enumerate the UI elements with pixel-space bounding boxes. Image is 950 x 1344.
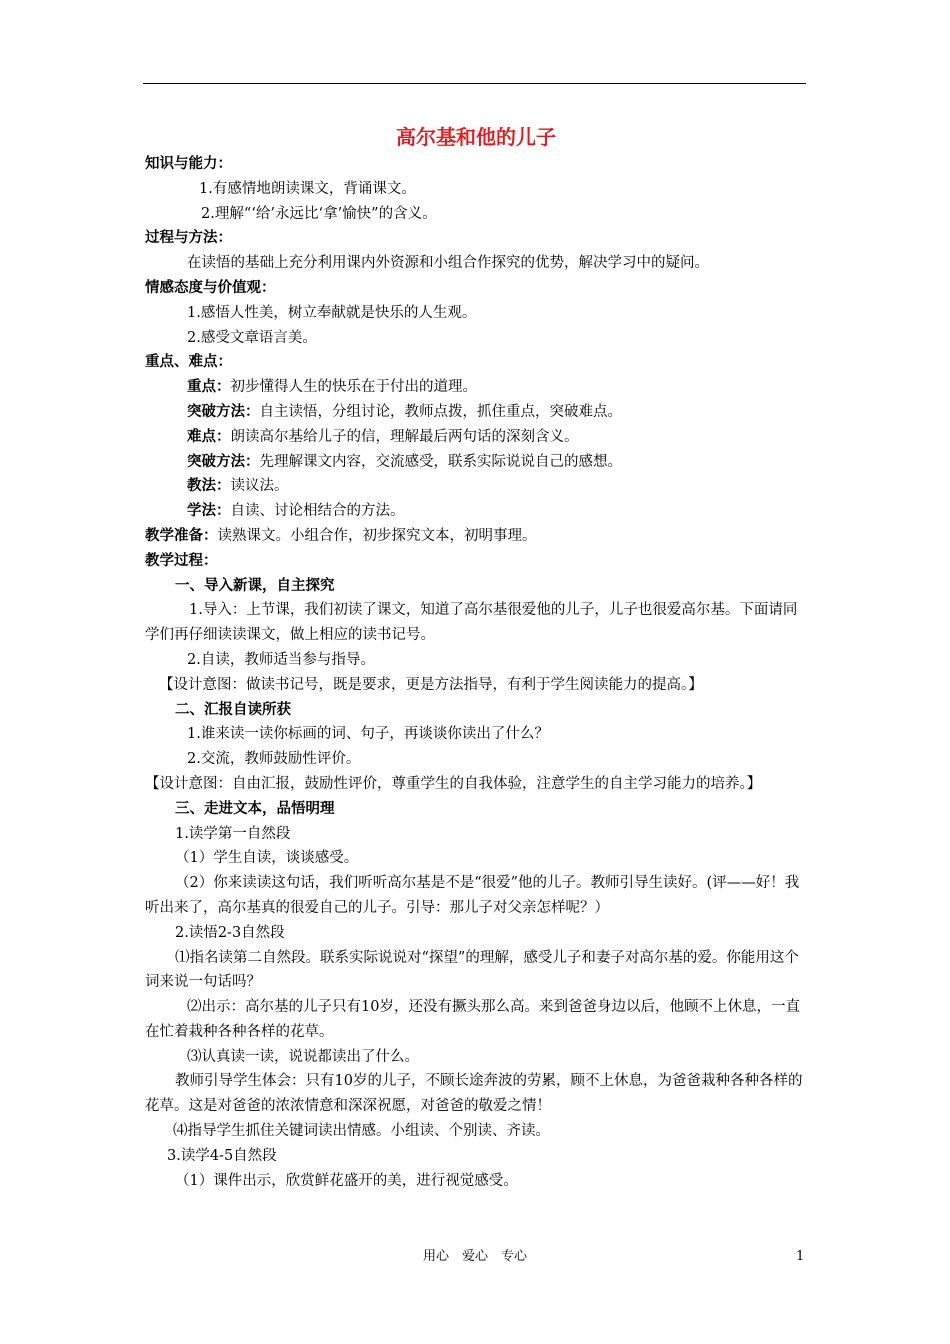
section-1-paragraph-1: 1.导入：上节课，我们初读了课文，知道了高尔基很爱他的儿子，儿子也很爱高尔基。下面请同学们再仔细读读课文，做上相应的读书记号。: [145, 602, 798, 644]
difficulty-text: 朗读高尔基给儿子的信，理解最后两句话的深刻含义。: [230, 428, 579, 445]
difficulty-row: [145, 425, 807, 450]
heading-process: 过程与方法：: [145, 230, 232, 247]
page-number: 1: [796, 1249, 805, 1264]
preparation-row: [145, 524, 807, 549]
key-method-text: 自主读悟，分组讨论，教师点拨，抓住重点，突破难点。: [259, 403, 622, 420]
section-1-paragraph-2: 2.自读，教师适当参与指导。: [187, 651, 375, 668]
section-2-design-note: 【设计意图：自由汇报，鼓励性评价，尊重学生的自我体验，注意学生的自主学习能力的培养。】: [145, 775, 762, 792]
key-point-row: [145, 375, 807, 400]
difficulty-method-text: 先理解课文内容，交流感受，联系实际说说自己的感想。: [259, 453, 622, 470]
key-point-text: 初步懂得人生的快乐在于付出的道理。: [230, 379, 477, 396]
section-3-paragraph-9: ⑷指导学生抓住关键词读出情感。小组读、个别读、齐读。: [173, 1123, 550, 1140]
preparation-text: 读熟课文。小组合作，初步探究文本，初明事理。: [217, 527, 537, 544]
process-item-1: 在读悟的基础上充分利用课内外资源和小组合作探究的优势，解决学习中的疑问。: [187, 255, 709, 272]
learning-method-text: 自读、讨论相结合的方法。: [230, 503, 405, 520]
key-method-row: [145, 400, 807, 425]
section-2-paragraph-1: 1.谁来读一读你标画的词、句子，再谈谈你读出了什么？: [187, 726, 549, 743]
page-footer: 用心 爱心 专心: [422, 1249, 527, 1264]
key-point-label: 重点：: [187, 379, 231, 396]
section-3-paragraph-4: 2.读悟2-3自然段: [175, 924, 285, 941]
knowledge-item-1: 1.有感情地朗读课文，背诵课文。: [199, 180, 416, 197]
section-3-paragraph-6: ⑵出示：高尔基的儿子只有10岁，还没有撅头那么高。来到爸爸身边以后，他顾不上休息，一直在忙着栽种各种各样的花草。: [145, 999, 800, 1040]
section-2-title: 二、汇报自读所获: [175, 701, 291, 718]
key-method-label: 突破方法：: [187, 403, 260, 420]
section-3-paragraph-8: 教师引导学生体会：只有10岁的儿子，不顾长途奔波的劳累，顾不上休息，为爸爸栽种各种各样的花草。这是对爸爸的浓浓情意和深深祝愿，对爸爸的敬爱之情！: [145, 1073, 803, 1115]
teaching-method-row: [145, 474, 807, 499]
learning-method-label: 学法：: [187, 503, 231, 520]
section-3-paragraph-3: （2）你来读读这句话，我们听听高尔基是不是“很爱”他的儿子。教师引导生读好。(评——好！我听出来了，高尔基真的很爱自己的儿子。引导：那儿子对父亲怎样呢？）: [145, 875, 800, 916]
section-3-paragraph-11: （1）课件出示，欣赏鲜花盛开的美，进行视觉感受。: [175, 1172, 518, 1189]
section-2-paragraph-2: 2.交流，教师鼓励性评价。: [187, 751, 361, 768]
emotion-item-1: 1.感悟人性美，树立奉献就是快乐的人生观。: [187, 304, 477, 321]
emotion-item-2: 2.感受文章语言美。: [187, 329, 317, 346]
section-1-design-note: 【设计意图：做读书记号，既是要求，更是方法指导，有利于学生阅读能力的提高。】: [159, 676, 703, 693]
heading-teaching-process: 教学过程：: [145, 552, 218, 569]
preparation-label: 教学准备：: [145, 527, 218, 544]
section-1-title: 一、导入新课，自主探究: [175, 577, 335, 594]
section-3-paragraph-7: ⑶认真读一读，说说都读出了什么。: [187, 1048, 419, 1065]
section-3-title: 三、走进文本，品悟明理: [175, 800, 335, 817]
heading-key-points: 重点、难点：: [145, 354, 232, 371]
difficulty-label: 难点：: [187, 428, 231, 445]
header-rule: [143, 83, 806, 84]
difficulty-method-label: 突破方法：: [187, 453, 260, 470]
teaching-method-label: 教法：: [187, 478, 231, 495]
section-3-paragraph-5: ⑴指名读第二自然段。联系实际说说对“探望”的理解，感受儿子和妻子对高尔基的爱。你能用这个词来说一句话吗？: [145, 949, 799, 991]
difficulty-method-row: [145, 450, 807, 475]
learning-method-row: [145, 499, 807, 524]
section-3-paragraph-10: 3.读学4-5自然段: [167, 1147, 277, 1164]
section-3-paragraph-1: 1.读学第一自然段: [175, 825, 291, 842]
teaching-method-text: 读议法。: [230, 478, 289, 495]
document-body: [145, 122, 807, 1193]
knowledge-item-2: 2.理解“‘给’永远比‘拿’愉快”的含义。: [201, 205, 437, 222]
section-3-paragraph-2: （1）学生自读，谈谈感受。: [175, 850, 359, 867]
document-title: 高尔基和他的儿子: [396, 125, 556, 149]
heading-emotion: 情感态度与价值观：: [145, 279, 276, 296]
heading-knowledge: 知识与能力：: [145, 156, 232, 172]
